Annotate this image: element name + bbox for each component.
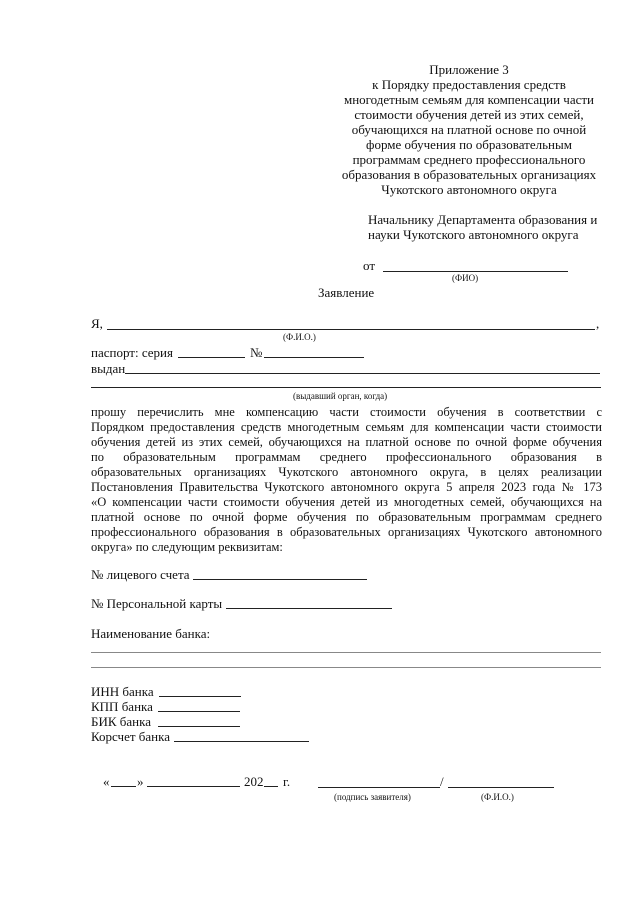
bank-name-field[interactable] <box>91 652 601 653</box>
date-month-field[interactable] <box>147 786 240 787</box>
signature-fio-hint: (Ф.И.О.) <box>481 792 514 802</box>
from-label: от <box>363 258 376 273</box>
date-year-field[interactable] <box>264 786 278 787</box>
date-quote-open: « <box>103 774 110 789</box>
appendix-line: Приложение 3 <box>429 62 509 77</box>
addressee-line: науки Чукотского автономного округа <box>368 227 579 242</box>
fio-comma: , <box>596 316 600 331</box>
passport-number-label: № <box>250 345 263 360</box>
passport-number-field[interactable] <box>264 357 364 358</box>
inn-field[interactable] <box>159 696 241 697</box>
date-quote-close: » <box>137 774 144 789</box>
paragraph-line: обучения детей из этих семей, обучающихся на платной основе по очной форме обучения <box>91 435 602 449</box>
bik-field[interactable] <box>158 726 240 727</box>
appendix-line: обучающихся на платной основе по очной <box>351 122 587 137</box>
issued-label: выдан <box>91 361 126 376</box>
bank-name-field-2[interactable] <box>91 667 601 668</box>
paragraph-line: Порядком предоставления средств многодетным семьям для компенсации части стоимости <box>91 420 602 434</box>
account-label: № лицевого счета <box>91 567 190 582</box>
ya-label: Я, <box>91 316 103 331</box>
paragraph-line: округа» по следующим реквизитам: <box>91 540 283 554</box>
appendix-line: многодетным семьям для компенсации части <box>343 92 595 107</box>
from-fio-field[interactable] <box>383 271 568 272</box>
paragraph-line: профессионального образования в образовательных организациях Чукотского автономного <box>91 525 602 539</box>
signature-hint: (подпись заявителя) <box>334 792 411 802</box>
issued-by-field[interactable] <box>125 373 600 374</box>
appendix-line: образования в образовательных организациях <box>341 167 597 182</box>
paragraph-line: по образовательным программам среднего профессионального образования в <box>91 450 602 464</box>
appendix-header <box>335 62 603 197</box>
request-paragraph <box>91 405 602 555</box>
from-fio-hint: (ФИО) <box>452 273 479 283</box>
kpp-label: КПП банка <box>91 699 153 714</box>
appendix-line: Чукотского автономного округа <box>381 182 557 197</box>
signature-field[interactable] <box>318 787 440 788</box>
date-day-field[interactable] <box>111 786 136 787</box>
account-field[interactable] <box>193 579 367 580</box>
paragraph-line: прошу перечислить мне компенсацию части стоимости обучения в соответствии с <box>91 405 602 419</box>
signature-fio-field[interactable] <box>448 787 554 788</box>
appendix-line: программам среднего профессионального <box>352 152 586 167</box>
date-year-suffix: г. <box>283 774 291 789</box>
card-field[interactable] <box>226 608 392 609</box>
appendix-line: стоимости обучения детей из этих семей, <box>354 107 584 122</box>
issuer-hint: (выдавший орган, когда) <box>293 391 388 401</box>
inn-label: ИНН банка <box>91 684 154 699</box>
issued-by-field-2[interactable] <box>91 387 601 388</box>
passport-series-field[interactable] <box>178 357 245 358</box>
page-title: Заявление <box>318 285 375 300</box>
applicant-fio-hint: (Ф.И.О.) <box>283 332 316 342</box>
signature-slash: / <box>440 774 444 789</box>
bik-label: БИК банка <box>91 714 152 729</box>
passport-label: паспорт: серия <box>91 345 173 360</box>
bank-name-label: Наименование банка: <box>91 626 211 641</box>
corr-field[interactable] <box>174 741 309 742</box>
card-label: № Персональной карты <box>91 596 223 611</box>
date-year-label: 202 <box>244 774 264 789</box>
applicant-fio-field[interactable] <box>107 329 595 330</box>
paragraph-line: Постановления Правительства Чукотского автономного округа 5 апреля 2023 года № 173 <box>91 480 602 494</box>
paragraph-line: платной основе по очной форме обучения по образовательным программам среднего <box>91 510 602 524</box>
addressee-block <box>368 212 618 242</box>
corr-label: Корсчет банка <box>91 729 171 744</box>
addressee-line: Начальнику Департамента образования и <box>368 212 598 227</box>
paragraph-line: «О компенсации части стоимости обучения детей из многодетных семей, обучающихся на <box>91 495 602 509</box>
appendix-line: форме обучения по образовательным <box>366 137 572 152</box>
appendix-line: к Порядку предоставления средств <box>372 77 566 92</box>
kpp-field[interactable] <box>158 711 240 712</box>
paragraph-line: образовательных организациях Чукотского автономного округа, в целях реализации <box>91 465 602 479</box>
